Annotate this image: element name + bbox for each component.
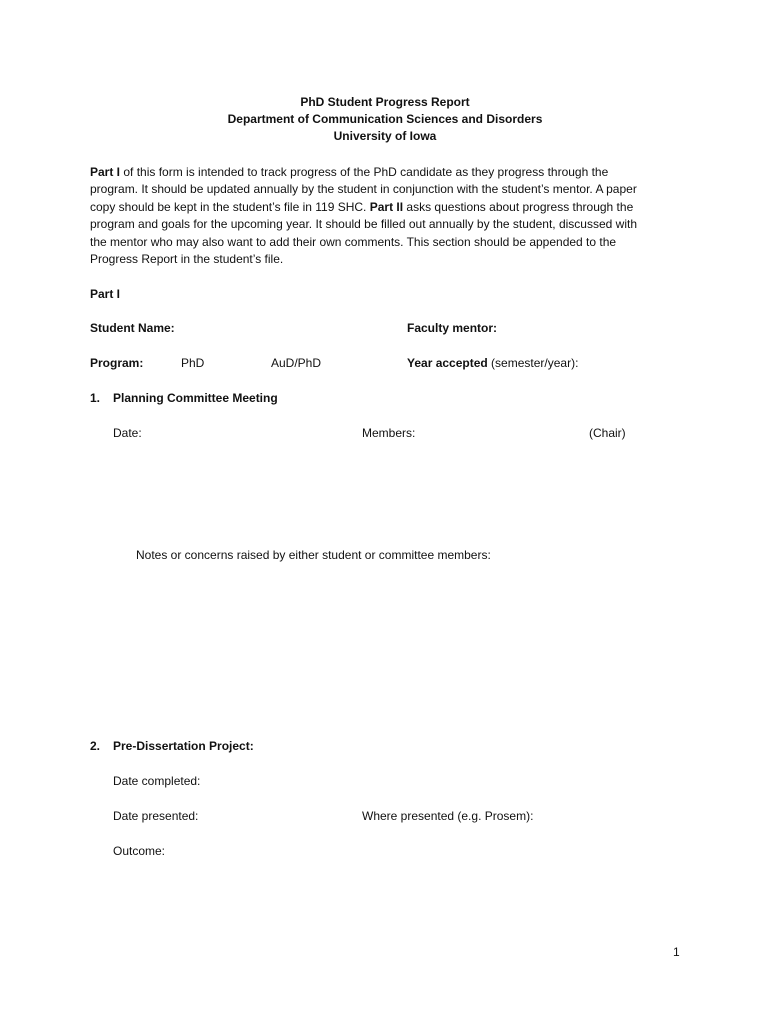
report-title: PhD Student Progress Report xyxy=(300,95,470,109)
program-label: Program: xyxy=(90,356,144,370)
part2-inline-label: Part II xyxy=(369,199,404,214)
year-accepted-field xyxy=(407,355,578,372)
intro-text-2: asks questions about progress through the program and goals for the upcoming year. It should be filled out annually by the student, discussed with the mentor who may also want to add their own comments. This section should be appended to the Progress Report in the student’s file. xyxy=(90,199,637,267)
notes-label: Notes or concerns raised by either student or committee members: xyxy=(136,548,491,562)
section1-number: 1. xyxy=(90,391,101,405)
date-presented-label: Date presented: xyxy=(113,809,199,823)
section2-title: Pre-Dissertation Project: xyxy=(113,739,254,753)
part1-heading: Part I xyxy=(90,287,121,301)
year-accepted-label: Year accepted xyxy=(407,356,488,370)
outcome-label: Outcome: xyxy=(113,844,166,858)
program-option-phd: PhD xyxy=(181,356,205,370)
student-name-label: Student Name: xyxy=(90,321,175,335)
meeting-date-label: Date: xyxy=(113,426,142,440)
part1-inline-label: Part I xyxy=(90,165,121,179)
department-name: Department of Communication Sciences and Disorders xyxy=(227,112,543,126)
page-number: 1 xyxy=(673,945,680,959)
members-label: Members: xyxy=(362,426,416,440)
intro-text-1: of this form is intended to track progress of the PhD candidate as they progress through the program. It should be updated annually by the student in conjunction with the student’s mentor. A paper copy should be kept in the student’s file in 119 SHC. xyxy=(90,165,637,214)
chair-label: (Chair) xyxy=(589,426,626,440)
university-name: University of Iowa xyxy=(333,129,437,143)
date-completed-label: Date completed: xyxy=(113,774,201,788)
section1-title: Planning Committee Meeting xyxy=(113,391,278,405)
year-accepted-hint: (semester/year): xyxy=(487,356,579,370)
section2-number: 2. xyxy=(90,739,101,753)
intro-paragraph xyxy=(90,164,655,268)
where-presented-label: Where presented (e.g. Prosem): xyxy=(362,809,534,823)
faculty-mentor-label: Faculty mentor: xyxy=(407,321,498,335)
program-option-audphd: AuD/PhD xyxy=(271,356,322,370)
